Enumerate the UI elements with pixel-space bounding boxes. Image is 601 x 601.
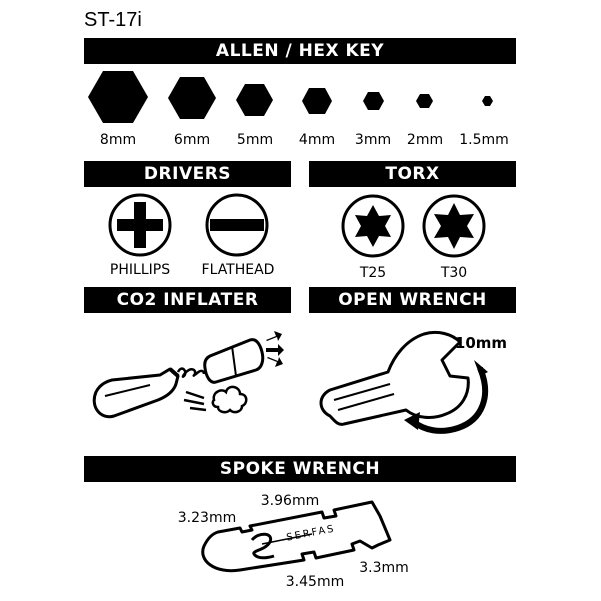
- drivers-banner: DRIVERS: [84, 161, 291, 187]
- torx-t30-label: T30: [440, 265, 468, 281]
- hex-size-label: 5mm: [236, 132, 274, 148]
- torx-banner: TORX: [309, 161, 516, 187]
- hex-size-label: 6mm: [173, 132, 211, 148]
- co2-inflater-banner: CO2 INFLATER: [84, 287, 291, 313]
- spoke-wrench-banner: SPOKE WRENCH: [84, 456, 516, 482]
- model-label: ST-17i: [84, 9, 142, 31]
- open-wrench-banner: OPEN WRENCH: [309, 287, 516, 313]
- hex-size-label: 8mm: [99, 132, 137, 148]
- hex-size-label: 1.5mm: [459, 132, 509, 148]
- hex-key-banner: ALLEN / HEX KEY: [84, 38, 516, 64]
- hex-size-label: 4mm: [298, 132, 336, 148]
- torx-t25-label: T25: [359, 265, 387, 281]
- spoke-size-label: 3.45mm: [285, 574, 345, 590]
- spoke-size-label: 3.3mm: [359, 560, 409, 576]
- hex-size-label: 3mm: [354, 132, 392, 148]
- spoke-size-label: 3.96mm: [260, 493, 320, 509]
- spoke-size-label: 3.23mm: [177, 510, 237, 526]
- brand-wordmark: SERFAS: [285, 523, 337, 544]
- flathead-label: FLATHEAD: [201, 262, 275, 278]
- phillips-label: PHILLIPS: [109, 262, 171, 278]
- hex-size-label: 2mm: [406, 132, 444, 148]
- wrench-size-label: 10mm: [454, 334, 508, 352]
